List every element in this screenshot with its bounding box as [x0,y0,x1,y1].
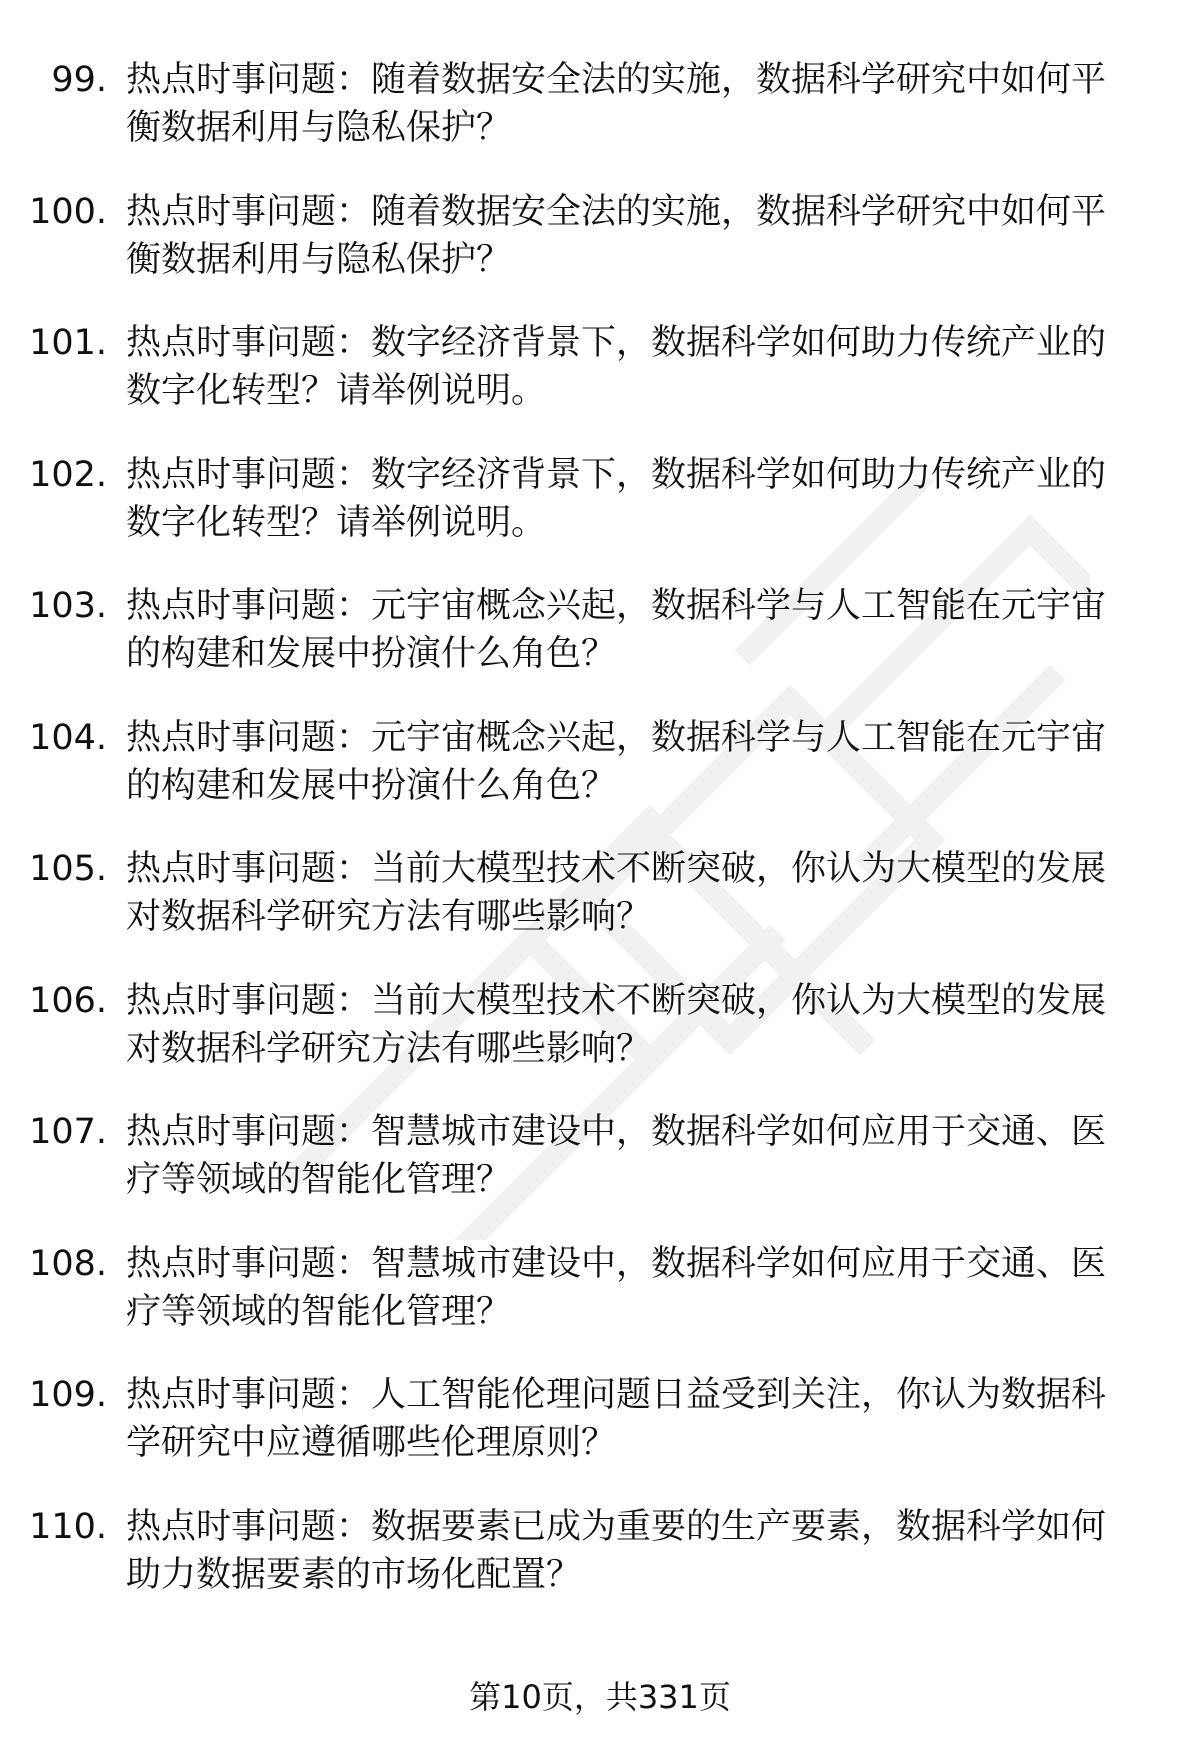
question-number: 102. [29,454,107,495]
question-text-line: 热点时事问题：当前大模型技术不断突破，你认为大模型的发展 [126,849,1107,889]
question-number: 108. [29,1243,107,1284]
question-text-line: 衡数据利用与隐私保护？ [126,108,512,148]
question-number: 105. [29,849,107,889]
question-text-line: 热点时事问题：智慧城市建设中，数据科学如何应用于交通、医 [126,1112,1107,1152]
question-item [0,582,1200,714]
question-text [126,1371,1136,1467]
question-text-line: 衡数据利用与隐私保护？ [126,239,512,280]
question-text-line: 热点时事问题：数据要素已成为重要的生产要素，数据科学如何 [126,1506,1107,1547]
question-item [0,56,1200,188]
question-text-line: 热点时事问题：随着数据安全法的实施，数据科学研究中如何平 [126,60,1107,100]
question-text [126,714,1136,810]
question-text [126,1240,1136,1336]
question-item [0,451,1200,583]
question-text-line: 热点时事问题：元宇宙概念兴起，数据科学与人工智能在元宇宙 [126,717,1107,758]
question-text-line: 数字化转型？请举例说明。 [126,502,547,543]
question-text-line: 学研究中应遵循哪些伦理原则？ [126,1423,617,1463]
question-item [0,188,1200,320]
question-text-line: 热点时事问题：数字经济背景下，数据科学如何助力传统产业的 [126,454,1107,495]
question-text [126,451,1136,547]
question-text-line: 热点时事问题：智慧城市建设中，数据科学如何应用于交通、医 [126,1243,1107,1284]
question-text [126,319,1136,415]
question-item [0,714,1200,846]
question-text-line: 助力数据要素的市场化配置？ [126,1554,582,1595]
question-item [0,1108,1200,1240]
question-text [126,1108,1136,1204]
question-text-line: 的构建和发展中扮演什么角色？ [126,765,617,806]
question-item [0,319,1200,451]
question-text [126,977,1136,1073]
question-number: 101. [29,323,107,363]
question-text [126,188,1136,284]
question-number: 110. [29,1506,107,1547]
question-text-line: 疗等领域的智能化管理？ [126,1291,512,1332]
question-text [126,845,1136,941]
question-text-line: 热点时事问题：人工智能伦理问题日益受到关注，你认为数据科 [126,1375,1107,1415]
question-item [0,977,1200,1109]
question-number: 100. [29,191,107,232]
question-text [126,582,1136,678]
question-text [126,1503,1136,1599]
question-text-line: 的构建和发展中扮演什么角色？ [126,634,617,674]
question-text-line: 热点时事问题：当前大模型技术不断突破，你认为大模型的发展 [126,980,1107,1021]
page-footer: 第10页，共331页 [469,1678,731,1716]
question-item [0,1240,1200,1372]
question-number: 107. [29,1112,107,1152]
question-number: 99. [51,60,107,100]
question-item [0,845,1200,977]
question-number: 109. [29,1375,107,1415]
question-text-line: 数字化转型？请举例说明。 [126,371,547,411]
question-number: 106. [29,980,107,1021]
question-text-line: 疗等领域的智能化管理？ [126,1160,512,1200]
question-list [0,56,1200,1634]
question-text-line: 对数据科学研究方法有哪些影响？ [126,897,652,937]
question-item [0,1503,1200,1635]
question-number: 103. [29,586,107,626]
question-text-line: 热点时事问题：随着数据安全法的实施，数据科学研究中如何平 [126,191,1107,232]
question-text [126,56,1136,152]
question-item [0,1371,1200,1503]
question-text-line: 热点时事问题：数字经济背景下，数据科学如何助力传统产业的 [126,323,1107,363]
question-text-line: 对数据科学研究方法有哪些影响？ [126,1028,652,1069]
question-number: 104. [29,717,107,758]
question-text-line: 热点时事问题：元宇宙概念兴起，数据科学与人工智能在元宇宙 [126,586,1107,626]
